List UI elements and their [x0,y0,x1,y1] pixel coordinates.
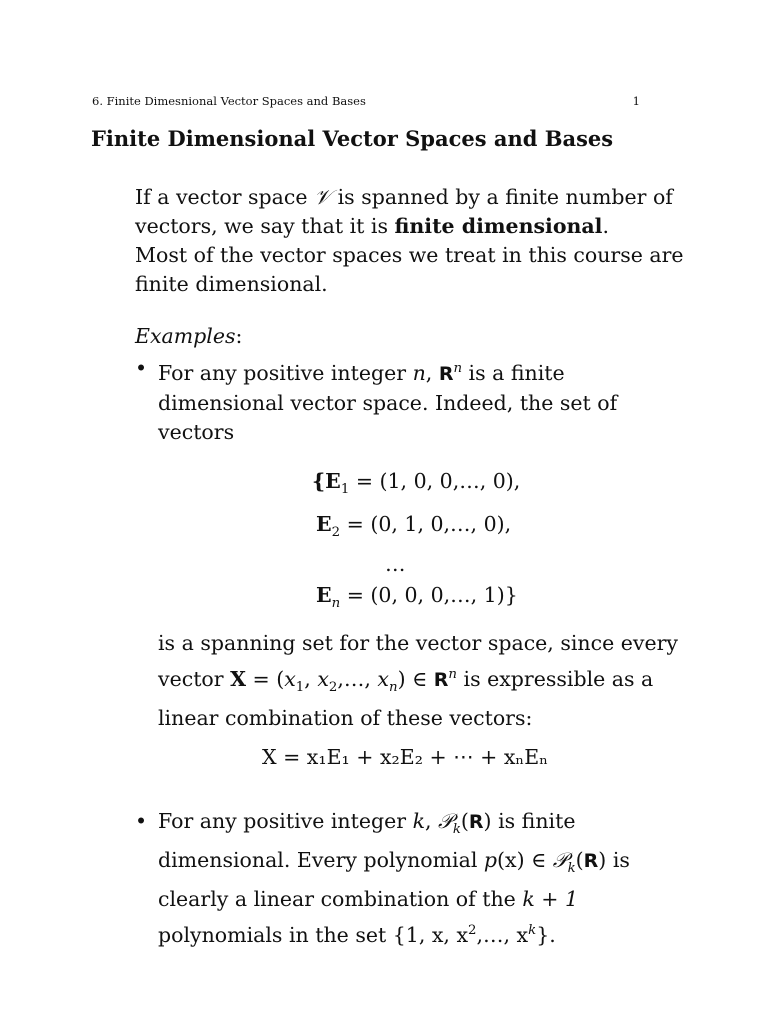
set-notation: ,…, x [476,923,529,948]
spanning-paragraph [158,628,698,734]
math-var: x [377,666,389,691]
reals-symbol: R [433,668,449,691]
math-var: n [412,360,426,385]
intro-text: If a vector space [135,185,315,209]
subscript: k [567,861,576,877]
reals-symbol: R [438,362,454,385]
subscript: n [388,679,398,695]
bullet-text: is a finite [462,360,565,385]
examples-label: Examples [135,324,236,348]
bullet-polynomials: • For any positive integer k, 𝒫$_k$(R) is finite dimensional. Every polynomial p(x) ∈ 𝒫$_k$(R) is clearly a linear combination of the k + 1 polynomials in the set {1, x, $x^2,\dots$, $x^k$}. [135,806,695,951]
linear-combination-equation: X = x₁E₁ + x₂E₂ + ⋯ + xₙEₙ [262,745,549,769]
vector-value: = (0, 1, 0,…, 0), [340,512,512,537]
bullet-text: clearly a linear combination of the [158,887,523,912]
subscript: 2 [331,525,341,541]
superscript: k [528,923,537,939]
chapter-label: 6. Finite Dimesnional Vector Spaces and Bases [92,94,366,108]
bullet-text: dimensional vector space. Indeed, the set of [158,390,618,415]
basis-vector: E [316,512,332,537]
bullet-icon: • [135,809,148,833]
paragraph-text: , [304,666,318,691]
bullet-text: , [425,809,439,833]
paragraph-text: ) ∈ [397,666,434,691]
paragraph-text: vector [158,666,231,691]
bullet-text: For any positive integer [158,809,413,833]
math-var: x [284,666,296,691]
math-var: k [412,809,425,833]
intro-text: Most of the vector spaces we treat in this course are [135,243,684,267]
examples-colon: : [235,324,243,348]
page-number: 1 [632,94,640,108]
vector-space-symbol: 𝒱 [314,185,332,209]
paragraph-text: is a spanning set for the vector space, since every [158,631,678,655]
reals-symbol: R [468,811,484,833]
paragraph-text: = ( [246,666,285,691]
set-notation: }. [536,923,556,948]
running-header [92,94,640,108]
bullet-text: is finite [491,809,576,833]
intro-text: finite dimensional. [135,272,328,296]
vector-value: = (1, 0, 0,…, 0), [349,469,521,493]
subscript: k [452,822,461,838]
bullet-icon: • [135,356,148,380]
ellipsis: … [385,552,406,577]
bullet-text: polynomials in the set [158,923,393,948]
paragraph-text: is expressible as a [457,666,654,691]
bullet-text: is [606,848,630,873]
math-var: x [317,666,329,691]
bullet-text: dimensional. Every polynomial [158,848,484,873]
basis-vector: {E [312,469,341,493]
subscript: 1 [340,482,350,498]
basis-vector: E [316,583,332,608]
page-title: Finite Dimensional Vector Spaces and Bases [91,126,614,151]
intro-text: . [602,214,609,238]
intro-paragraph [135,183,695,299]
examples-heading [135,322,695,351]
math-var: n [448,667,457,682]
math-var: p [483,848,498,873]
bullet-text: For any positive integer [158,360,413,385]
set-notation: {1, x, x [392,923,469,948]
defined-term: finite dimensional [394,214,603,238]
math-expr: k + 1 [522,887,579,912]
bullet-text: (x) ∈ [497,848,553,873]
bullet-text: , [425,360,439,385]
paragraph-text: linear combination of these vectors: [158,705,533,730]
vector-symbol: X [230,666,246,691]
math-var: n [453,361,463,376]
bullet-rn [135,354,695,447]
polynomial-space-symbol: 𝒫 [438,809,453,833]
polynomial-space-symbol: 𝒫 [552,848,568,873]
bullet-text: vectors [158,419,235,444]
superscript: 2 [468,923,477,939]
subscript: 2 [328,679,338,695]
reals-symbol: R [583,850,599,873]
intro-text: is spanned by a finite number of [331,185,673,209]
subscript: 1 [295,679,305,695]
intro-text: vectors, we say that it is [135,214,395,238]
subscript: n [331,596,341,612]
paragraph-text: ,…, [337,666,378,691]
vector-value: = (0, 0, 0,…, 1)} [340,583,518,608]
standard-basis-set [312,464,520,621]
